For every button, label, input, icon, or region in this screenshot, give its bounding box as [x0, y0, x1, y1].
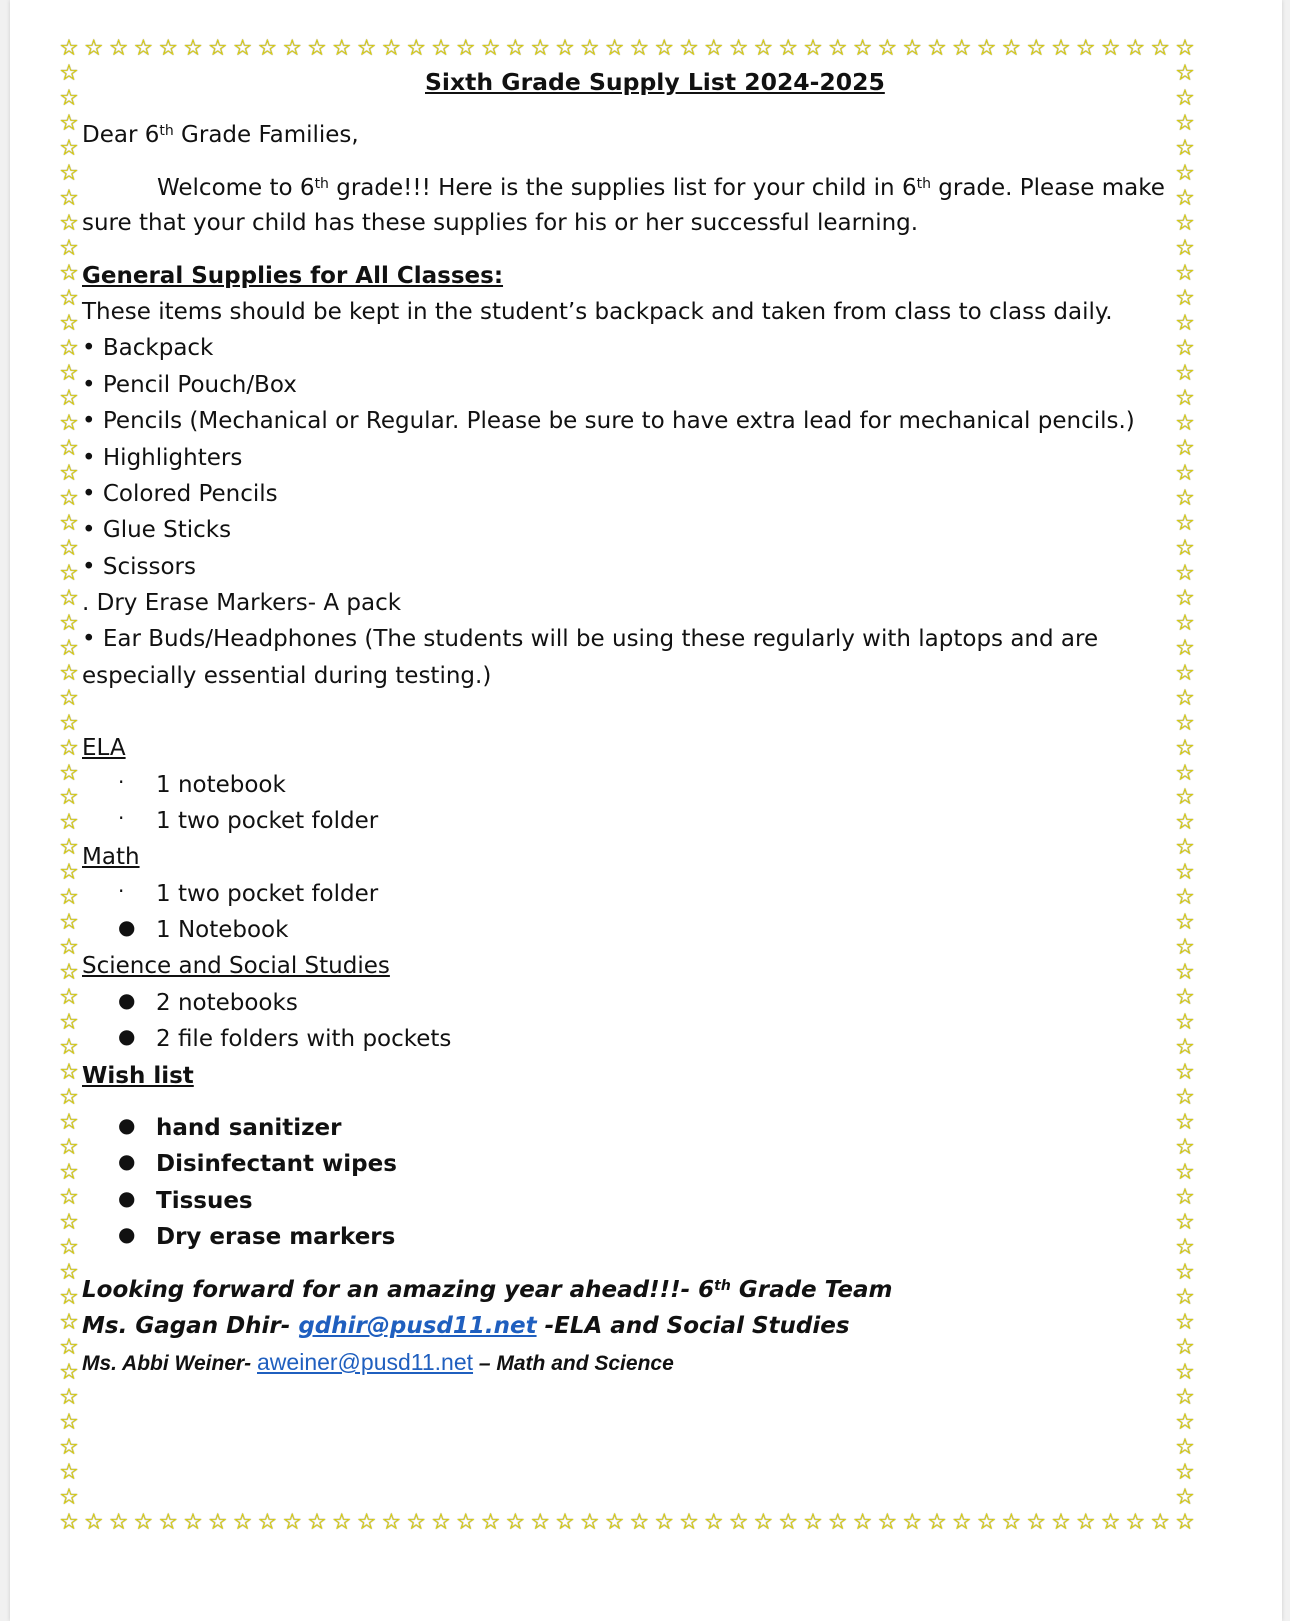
star-icon: ☆ — [59, 1160, 79, 1186]
star-icon: ☆ — [1075, 1510, 1096, 1535]
star-icon: ☆ — [133, 1510, 154, 1535]
star-icon: ☆ — [1075, 36, 1096, 61]
star-icon: ☆ — [59, 1435, 79, 1461]
star-icon: ☆ — [1100, 1510, 1121, 1535]
star-icon: ☆ — [951, 1510, 972, 1535]
star-icon: ☆ — [232, 1510, 253, 1535]
list-item: 2 notebooks — [156, 990, 298, 1016]
star-icon: ☆ — [59, 1335, 79, 1361]
star-icon: ☆ — [1175, 1135, 1195, 1161]
star-icon: ☆ — [927, 1510, 947, 1535]
star-icon: ☆ — [83, 36, 104, 61]
wishlist-heading: Wish list — [82, 1063, 194, 1089]
star-icon: ☆ — [1175, 285, 1195, 311]
star-icon: ☆ — [59, 585, 79, 611]
star-icon: ☆ — [778, 1510, 799, 1535]
star-icon: ☆ — [59, 1110, 79, 1136]
star-icon: ☆ — [59, 1135, 79, 1161]
star-icon: ☆ — [1125, 1510, 1146, 1535]
list-item: 1 two pocket folder — [156, 808, 379, 834]
document-title: Sixth Grade Supply List 2024-2025 — [425, 68, 885, 96]
star-icon: ☆ — [1175, 1085, 1195, 1111]
star-icon: ☆ — [59, 535, 79, 561]
list-item: • Colored Pencils — [82, 481, 278, 507]
star-icon: ☆ — [133, 36, 154, 61]
star-icon: ☆ — [307, 1510, 327, 1535]
star-icon: ☆ — [307, 36, 327, 61]
star-icon: ☆ — [1175, 135, 1195, 161]
star-icon: ☆ — [1175, 910, 1195, 936]
star-icon: ☆ — [59, 1285, 79, 1311]
contact-gagan-dhir: Ms. Gagan Dhir- gdhir@pusd11.net -ELA and Social Studies — [82, 1313, 850, 1339]
star-icon: ☆ — [1175, 1010, 1195, 1036]
star-icon: ☆ — [406, 1510, 427, 1535]
star-icon: ☆ — [1175, 785, 1195, 811]
star-icon: ☆ — [1001, 1510, 1022, 1535]
star-icon: ☆ — [1175, 335, 1195, 361]
star-icon: ☆ — [679, 36, 699, 61]
star-icon: ☆ — [59, 310, 79, 336]
star-icon: ☆ — [976, 36, 997, 61]
star-icon: ☆ — [629, 1510, 650, 1535]
star-icon: ☆ — [381, 36, 402, 61]
star-icon: ☆ — [59, 935, 79, 961]
list-item: • Highlighters — [82, 445, 243, 471]
star-icon: ☆ — [59, 1210, 79, 1236]
star-icon: ☆ — [1175, 1335, 1195, 1361]
star-icon: ☆ — [1001, 36, 1022, 61]
star-icon: ☆ — [1175, 435, 1195, 461]
star-icon: ☆ — [59, 285, 79, 311]
star-icon: ☆ — [59, 685, 79, 711]
list-item: . Dry Erase Markers- A pack — [82, 590, 402, 616]
star-icon: ☆ — [1175, 85, 1195, 111]
star-icon: ☆ — [356, 1510, 377, 1535]
star-icon: ☆ — [728, 36, 749, 61]
star-icon: ☆ — [803, 1510, 823, 1535]
list-item: • Pencil Pouch/Box — [82, 372, 297, 398]
star-icon: ☆ — [59, 760, 79, 786]
star-icon: ☆ — [604, 36, 625, 61]
star-icon: ☆ — [59, 1510, 79, 1535]
star-icon: ☆ — [1175, 260, 1195, 286]
star-icon: ☆ — [1175, 1185, 1195, 1211]
star-icon: ☆ — [59, 710, 79, 736]
bullet-icon: ● — [118, 1186, 136, 1210]
star-icon: ☆ — [1175, 660, 1195, 686]
star-icon: ☆ — [1175, 1160, 1195, 1186]
star-icon: ☆ — [59, 1010, 79, 1036]
welcome-paragraph-line-2: sure that your child has these supplies for his or her successful learning. — [82, 210, 919, 236]
star-icon: ☆ — [579, 36, 600, 61]
star-icon: ☆ — [902, 36, 923, 61]
contact-abbi-weiner: Ms. Abbi Weiner- aweiner@pusd11.net – Math and Science — [82, 1349, 674, 1375]
star-icon: ☆ — [827, 1510, 848, 1535]
star-icon: ☆ — [59, 910, 79, 936]
star-icon: ☆ — [1175, 410, 1195, 436]
star-icon: ☆ — [505, 36, 526, 61]
list-item: hand sanitizer — [156, 1115, 342, 1141]
star-icon: ☆ — [431, 1510, 451, 1535]
star-icon: ☆ — [703, 36, 724, 61]
star-icon: ☆ — [59, 435, 79, 461]
star-icon: ☆ — [59, 1310, 79, 1336]
star-icon: ☆ — [1150, 36, 1171, 61]
star-icon: ☆ — [59, 36, 79, 61]
star-icon: ☆ — [59, 810, 79, 836]
star-icon: ☆ — [282, 1510, 303, 1535]
list-item: 2 file folders with pockets — [156, 1026, 452, 1052]
star-icon: ☆ — [207, 1510, 228, 1535]
star-icon: ☆ — [83, 1510, 104, 1535]
star-icon: ☆ — [1175, 535, 1195, 561]
star-icon: ☆ — [1175, 1210, 1195, 1236]
star-icon: ☆ — [1175, 710, 1195, 736]
star-icon: ☆ — [1175, 810, 1195, 836]
star-icon: ☆ — [59, 960, 79, 986]
star-icon: ☆ — [59, 85, 79, 111]
star-icon: ☆ — [59, 1060, 79, 1086]
star-icon: ☆ — [59, 785, 79, 811]
bullet-icon: ● — [118, 1222, 136, 1246]
star-icon: ☆ — [406, 36, 427, 61]
star-icon: ☆ — [1175, 1360, 1195, 1386]
star-icon: ☆ — [59, 1185, 79, 1211]
star-icon: ☆ — [1175, 835, 1195, 861]
document-page — [10, 0, 1282, 1621]
star-icon: ☆ — [59, 560, 79, 586]
star-icon: ☆ — [59, 660, 79, 686]
star-icon: ☆ — [1175, 1285, 1195, 1311]
star-icon: ☆ — [183, 36, 203, 61]
star-icon: ☆ — [1175, 1260, 1195, 1286]
star-icon: ☆ — [59, 360, 79, 386]
star-icon: ☆ — [1175, 310, 1195, 336]
star-icon: ☆ — [1175, 1235, 1195, 1261]
bullet-icon: · — [118, 806, 125, 830]
star-icon: ☆ — [183, 1510, 203, 1535]
star-icon: ☆ — [555, 1510, 575, 1535]
star-icon: ☆ — [1051, 1510, 1071, 1535]
star-icon: ☆ — [59, 635, 79, 661]
star-icon: ☆ — [108, 36, 129, 61]
star-icon: ☆ — [902, 1510, 923, 1535]
star-icon: ☆ — [728, 1510, 749, 1535]
star-icon: ☆ — [59, 735, 79, 761]
list-item: Disinfectant wipes — [156, 1151, 397, 1177]
star-icon: ☆ — [1175, 385, 1195, 411]
star-icon: ☆ — [282, 36, 303, 61]
star-icon: ☆ — [59, 210, 79, 236]
star-icon: ☆ — [1150, 1510, 1171, 1535]
star-icon: ☆ — [1175, 685, 1195, 711]
star-icon: ☆ — [59, 985, 79, 1011]
closing-line: Looking forward for an amazing year ahead!!!- 6th Grade Team — [82, 1277, 893, 1303]
star-icon: ☆ — [59, 1360, 79, 1386]
star-icon: ☆ — [59, 1260, 79, 1286]
star-icon: ☆ — [59, 1410, 79, 1436]
star-icon: ☆ — [1175, 735, 1195, 761]
star-icon: ☆ — [852, 1510, 873, 1535]
star-icon: ☆ — [877, 1510, 898, 1535]
star-icon: ☆ — [59, 235, 79, 261]
star-icon: ☆ — [356, 36, 377, 61]
star-icon: ☆ — [1175, 36, 1195, 61]
star-icon: ☆ — [852, 36, 873, 61]
star-icon: ☆ — [480, 36, 501, 61]
star-icon: ☆ — [1175, 110, 1195, 136]
star-icon: ☆ — [59, 410, 79, 436]
list-item-continued: especially essential during testing.) — [82, 663, 492, 689]
bullet-icon: ● — [118, 915, 136, 939]
star-icon: ☆ — [59, 185, 79, 211]
star-icon: ☆ — [59, 135, 79, 161]
ela-heading: ELA — [82, 735, 126, 761]
star-icon: ☆ — [703, 1510, 724, 1535]
general-supplies-intro: These items should be kept in the student’s backpack and taken from class to class daily. — [82, 299, 1113, 325]
star-icon: ☆ — [59, 835, 79, 861]
star-icon: ☆ — [1175, 935, 1195, 961]
bullet-icon: ● — [118, 1024, 136, 1048]
star-icon: ☆ — [331, 36, 352, 61]
star-icon: ☆ — [431, 36, 451, 61]
star-icon: ☆ — [1175, 60, 1195, 86]
star-icon: ☆ — [1175, 585, 1195, 611]
star-icon: ☆ — [455, 1510, 476, 1535]
general-supplies-heading: General Supplies for All Classes: — [82, 263, 504, 289]
bullet-icon: · — [118, 770, 125, 794]
star-icon: ☆ — [1175, 160, 1195, 186]
star-icon: ☆ — [455, 36, 476, 61]
star-icon: ☆ — [1175, 485, 1195, 511]
star-icon: ☆ — [1175, 360, 1195, 386]
list-item: 1 notebook — [156, 772, 286, 798]
star-icon: ☆ — [331, 1510, 352, 1535]
star-icon: ☆ — [604, 1510, 625, 1535]
star-icon: ☆ — [654, 1510, 675, 1535]
star-icon: ☆ — [59, 60, 79, 86]
star-icon: ☆ — [1175, 1460, 1195, 1486]
star-icon: ☆ — [1175, 1385, 1195, 1411]
star-icon: ☆ — [1175, 1485, 1195, 1511]
star-icon: ☆ — [753, 36, 774, 61]
bullet-icon: · — [118, 879, 125, 903]
star-icon: ☆ — [59, 1460, 79, 1486]
star-icon: ☆ — [158, 36, 179, 61]
star-icon: ☆ — [257, 1510, 278, 1535]
star-icon: ☆ — [1175, 235, 1195, 261]
star-icon: ☆ — [1175, 560, 1195, 586]
star-icon: ☆ — [1175, 1510, 1195, 1535]
star-icon: ☆ — [1175, 1310, 1195, 1336]
star-icon: ☆ — [1175, 1110, 1195, 1136]
star-icon: ☆ — [951, 36, 972, 61]
star-icon: ☆ — [1175, 610, 1195, 636]
star-icon: ☆ — [1175, 885, 1195, 911]
star-icon: ☆ — [1175, 760, 1195, 786]
star-icon: ☆ — [480, 1510, 501, 1535]
star-icon: ☆ — [753, 1510, 774, 1535]
star-icon: ☆ — [1175, 210, 1195, 236]
list-item: • Glue Sticks — [82, 517, 232, 543]
star-icon: ☆ — [59, 385, 79, 411]
star-icon: ☆ — [59, 1385, 79, 1411]
star-icon: ☆ — [59, 610, 79, 636]
star-icon: ☆ — [59, 885, 79, 911]
star-icon: ☆ — [59, 460, 79, 486]
star-icon: ☆ — [59, 160, 79, 186]
list-item: • Pencils (Mechanical or Regular. Please be sure to have extra lead for mechanical pencils.) — [82, 408, 1135, 434]
star-icon: ☆ — [1175, 985, 1195, 1011]
star-icon: ☆ — [59, 110, 79, 136]
star-icon: ☆ — [654, 36, 675, 61]
star-icon: ☆ — [530, 36, 551, 61]
bullet-icon: ● — [118, 988, 136, 1012]
star-icon: ☆ — [1051, 36, 1071, 61]
star-icon: ☆ — [976, 1510, 997, 1535]
star-icon: ☆ — [1175, 635, 1195, 661]
star-icon: ☆ — [59, 1485, 79, 1511]
email-link-aweiner[interactable]: aweiner@pusd11.net — [257, 1349, 474, 1375]
star-icon: ☆ — [555, 36, 575, 61]
star-icon: ☆ — [1175, 460, 1195, 486]
star-icon: ☆ — [59, 335, 79, 361]
list-item: Dry erase markers — [156, 1224, 396, 1250]
star-icon: ☆ — [1026, 1510, 1047, 1535]
star-icon: ☆ — [381, 1510, 402, 1535]
star-icon: ☆ — [530, 1510, 551, 1535]
star-icon: ☆ — [1175, 1410, 1195, 1436]
star-icon: ☆ — [1175, 185, 1195, 211]
star-icon: ☆ — [877, 36, 898, 61]
list-item: 1 Notebook — [156, 917, 289, 943]
star-icon: ☆ — [1026, 36, 1047, 61]
star-icon: ☆ — [1125, 36, 1146, 61]
star-icon: ☆ — [1175, 510, 1195, 536]
star-icon: ☆ — [927, 36, 947, 61]
star-icon: ☆ — [1175, 1035, 1195, 1061]
star-icon: ☆ — [59, 485, 79, 511]
star-icon: ☆ — [59, 1085, 79, 1111]
star-icon: ☆ — [579, 1510, 600, 1535]
star-icon: ☆ — [257, 36, 278, 61]
list-item: • Scissors — [82, 554, 196, 580]
star-icon: ☆ — [1175, 1060, 1195, 1086]
star-icon: ☆ — [1175, 860, 1195, 886]
star-icon: ☆ — [59, 1235, 79, 1261]
star-icon: ☆ — [1175, 960, 1195, 986]
star-icon: ☆ — [505, 1510, 526, 1535]
star-icon: ☆ — [59, 260, 79, 286]
star-icon: ☆ — [1175, 1435, 1195, 1461]
star-icon: ☆ — [1100, 36, 1121, 61]
star-icon: ☆ — [59, 510, 79, 536]
document-content — [10, 0, 1282, 1621]
list-item: • Ear Buds/Headphones (The students will be using these regularly with laptops and are — [82, 626, 1099, 652]
star-icon: ☆ — [158, 1510, 179, 1535]
bullet-icon: ● — [118, 1113, 136, 1137]
star-icon: ☆ — [232, 36, 253, 61]
star-icon: ☆ — [803, 36, 823, 61]
list-item: • Backpack — [82, 335, 214, 361]
math-heading: Math — [82, 844, 140, 870]
list-item: Tissues — [156, 1188, 253, 1214]
star-icon: ☆ — [59, 1035, 79, 1061]
star-icon: ☆ — [629, 36, 650, 61]
star-icon: ☆ — [679, 1510, 699, 1535]
star-icon: ☆ — [827, 36, 848, 61]
email-link-gdhir[interactable]: gdhir@pusd11.net — [298, 1313, 537, 1339]
bullet-icon: ● — [118, 1149, 136, 1173]
science-heading: Science and Social Studies — [82, 953, 390, 979]
welcome-paragraph-line-1: Welcome to 6th grade!!! Here is the supplies list for your child in 6th grade. Please make — [157, 175, 1165, 201]
list-item: 1 two pocket folder — [156, 881, 379, 907]
star-icon: ☆ — [108, 1510, 129, 1535]
greeting: Dear 6th Grade Families, — [82, 122, 359, 148]
star-icon: ☆ — [778, 36, 799, 61]
star-icon: ☆ — [207, 36, 228, 61]
star-icon: ☆ — [59, 860, 79, 886]
